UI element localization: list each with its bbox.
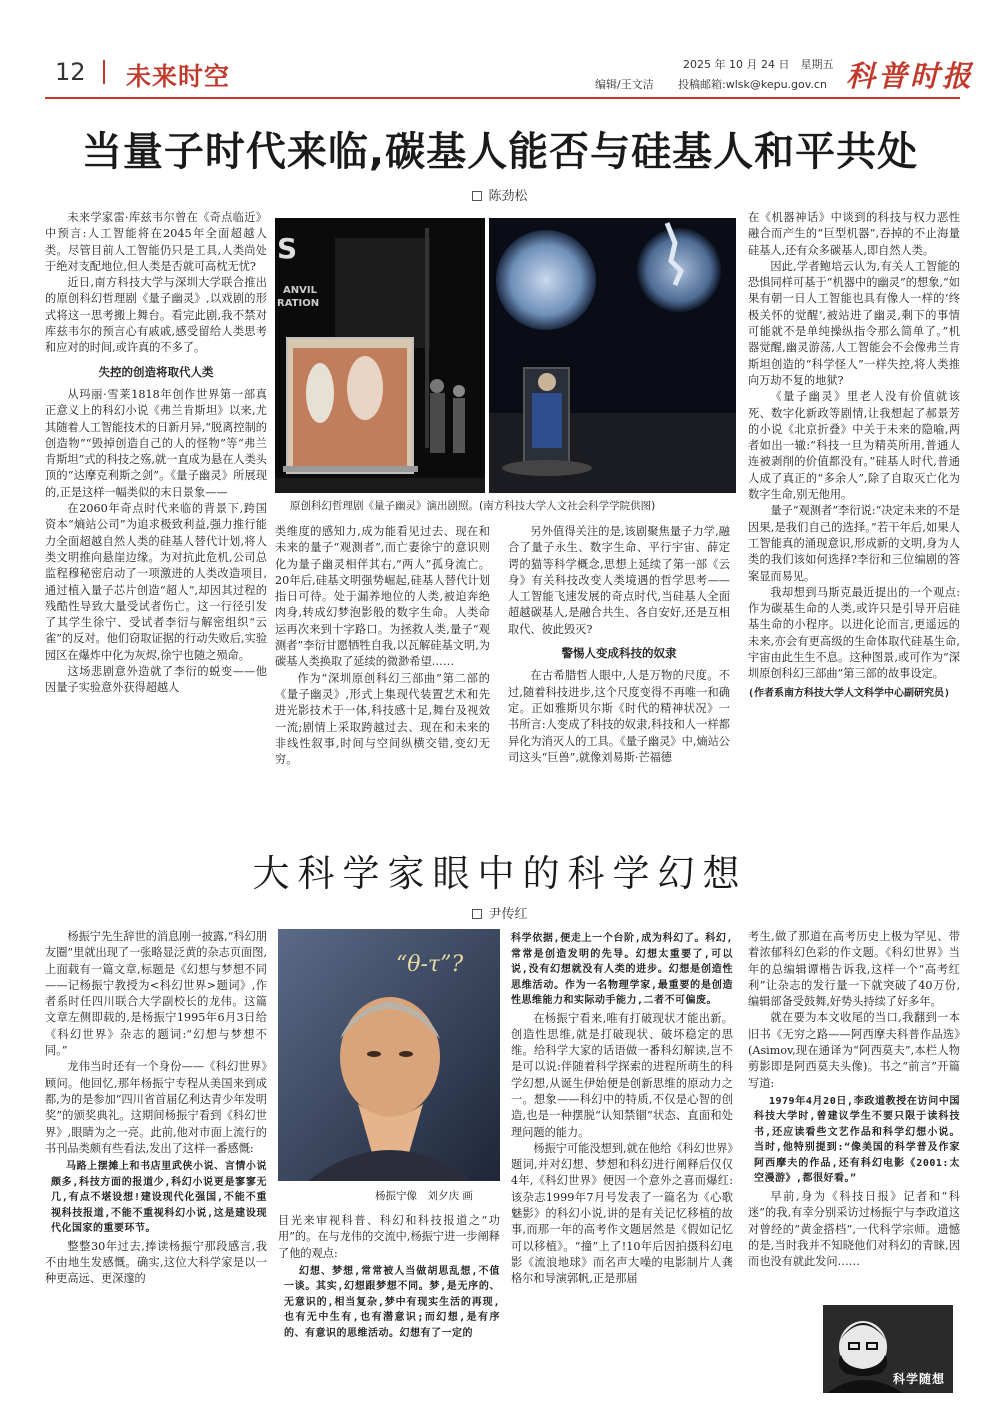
submission-email[interactable]: 投稿邮箱:wlsk@kepu.gov.cn: [678, 78, 827, 91]
article1-headline: 当量子时代来临,碳基人能否与硅基人和平共处: [81, 129, 919, 175]
stage-photo-left-image: [275, 218, 485, 493]
paragraph: 杨振宁可能没想到,就在他给《科幻世界》题词,并对幻想、梦想和科幻进行阐释后仅仅4年,《科幻世界》便因一个意外之喜而爆红:该杂志1999年7月号发表了一篇名为《心歌魅影》的科幻小说,讲的是有关记忆移植的故事,而那一年的高考作文题居然是《假如记忆可以移植》。“撞”上了!10年后因拍摄科幻电影《流浪地球》而名声大噪的电影制片人龚格尔和导演郭帆,正是那届: [511, 1141, 733, 1286]
article2-quote-3: 1979年4月20日,李政道教授在访问中国科技大学时,曾建议学生不要只限于读科技书,还应读看些文艺作品和科学幻想小说。当时,他特别提到:“像美国的科学普及作家阿西摩夫的作品,还有科幻电影《2001:太空漫游》,都很好看。”: [754, 1095, 960, 1185]
paragraph: 龙伟当时还有一个身份——《科幻世界》顾问。他回忆,那年杨振宁专程从美国来到成都,为的是参加“四川省首届亿利达青少年发明奖”的颁奖典礼。这期间杨振宁看到《科幻世界》,眼睛为之一亮。此前,他对市面上流行的书刊品类颇有些看法,发出了这样一番感慨:: [45, 1060, 267, 1155]
article2-photo-caption: 杨振宁像 刘夕庆 画: [375, 1190, 473, 1202]
article1-column-1: [45, 210, 267, 697]
article2-quote-2-cont: 科学依据,便走上一个台阶,成为科幻了。科幻,常常是创造发明的先导。幻想太重要了,可以说,没有幻想就没有人类的进步。幻想是创造性思维活动。作为一名物理学家,最重要的是创造性思维能力和实际动手能力,二者不可偏废。: [511, 933, 733, 1006]
paragraph: 近日,南方科技大学与深圳大学联合推出的原创科幻哲理剧《量子幽灵》,以戏剧的形式将这一思考搬上舞台。看完此剧,我不禁对库兹韦尔的预言心有戚戚,感受留给人类思考和应对的时间,或许真的不多了。: [45, 276, 267, 355]
column-logo: [823, 1305, 953, 1393]
paragraph: 《量子幽灵》里老人没有价值就该死、数字化新政等剧情,让我想起了郝景芳的小说《北京折叠》中关于未来的隐喻,两者如出一辙:“科技一旦为精英所用,普通人连被剥削的价值都没有。”硅基人时代,普通人成了真正的“多余人”,除了自取灭亡化为数字生命,别无他用。: [748, 390, 960, 502]
portrait-painting: [278, 929, 500, 1181]
paragraph: 在杨振宁看来,唯有打破现状才能出新。创造性思维,就是打破现状、破坏稳定的思维。给科学大家的话语做一番科幻解读,岂不是可以说:伴随着科学探索的进程所萌生的科学幻想,从诞生伊始便是创新思维的原动力之一。想象——科幻中的特质,不仅是心智的创造,也是一种摆脱“认知禁锢”状态、直面和处理问题的能力。: [511, 1011, 733, 1139]
article1-photo-caption: 原创科幻哲理剧《量子幽灵》演出剧照。(南方科技大学人文社会科学学院供图): [290, 500, 656, 512]
stage-photo-left: [275, 218, 485, 493]
paragraph: 在2060年奇点时代来临的背景下,跨国资本“熵站公司”为追求极致利益,强力推行能力全面超越自然人类的硅基人替代计划,将人类文明推向悬崖边缘。为对抗此危机,公司总监程穆秘密启动了一项激进的人类改造项目,通过植入量子芯片创造“超人”,却因其过程的残酷性导致大量受试者伤亡。这一行径引发了其学生徐宁、受试者李衍与解密组织“云雀”的反对。他们窃取证据的行动失败后,实验园区在爆炸中化为灰烬,徐宁也随之殒命。: [45, 502, 267, 662]
byline-box-icon: [472, 909, 482, 919]
paragraph: 早前,身为《科技日报》记者和“科迷”的我,有幸分别采访过杨振宁与李政道这对曾经的“黄金搭档”,一代科学宗师。遗憾的是,当时我并不知晓他们对科幻的青睐,因而也没有就此发问……: [748, 1189, 960, 1269]
page-header: [0, 0, 1000, 100]
article1-subhead-2: 警惕人变成科技的奴隶: [561, 646, 677, 661]
portrait-formula-text: “θ-τ”?: [396, 952, 464, 977]
article2-column-2: [278, 1213, 500, 1343]
section-title: 未来时空: [126, 62, 231, 91]
paragraph: 另外值得关注的是,该剧聚焦量子力学,融合了量子永生、数字生命、平行宇宙、薛定谔的猫等科学概念,思想上延续了第一部《云身》有关科技改变人类境遇的哲学思考——人工智能飞速发展的奇点时代,当硅基人全面超越碳基人,是融合共生、各自安好,还是互相取代、彼此毁灭?: [508, 525, 730, 636]
paragraph: 就在要为本文收尾的当口,我翻到一本旧书《无穷之路——阿西摩夫科普作品选》(Asimov,现在通译为“阿西莫夫”,本栏人物剪影即是阿西莫夫头像)。书之“前言”开篇写道:: [748, 1011, 960, 1090]
editor-credit: 编辑/王文洁: [595, 78, 654, 91]
article2-headline: 大科学家眼中的科学幻想: [252, 852, 748, 895]
article1-byline: [0, 185, 1000, 204]
photo1-logo-letter: S: [277, 232, 298, 265]
header-rule: [45, 97, 960, 99]
paragraph: 我却想到马斯克最近提出的一个观点:作为碳基生命的人类,或许只是引导开启硅基生命的小程序。以进化论而言,更遥远的未来,亦会有更高级的生命体取代硅基生命,宇宙由此生生不息。这种图景,或可作为“深圳原创科幻三部曲”第三部的故事设定。: [748, 585, 960, 681]
paragraph: 作为“深圳原创科幻三部曲”第二部的《量子幽灵》,形式上集现代装置艺术和先进光影技术于一体,科技感十足,舞台及视效一流;剧情上采取跨越过去、现在和未来的非线性叙事,时间与空间纵横交错,变幻无穷。: [275, 671, 490, 767]
article1-author-note: (作者系南方科技大学人文科学中心副研究员): [748, 687, 951, 699]
portrait-painting-image: [278, 929, 500, 1181]
paragraph: 这场悲剧意外造就了李衍的蜕变——他因量子实验意外获得超越人: [45, 665, 267, 695]
article2-author: 尹传红: [488, 907, 528, 922]
article2-column-3: [511, 929, 733, 1288]
paragraph: 考生,做了那道在高考历史上极为罕见、带着浓郁科幻色彩的作文题。《科幻世界》当年的总编辑谭楷告诉我,这样一个“高考红利”让杂志的发行量一下就突破了40万份,编辑部备受鼓舞,好势头持续了好多年。: [748, 930, 960, 1009]
article1-column-4: [748, 210, 960, 701]
paragraph: 整整30年过去,捧读杨振宁那段感言,我不由地生发感慨。确实,这位大科学家是以一种更高远、更深邃的: [45, 1239, 267, 1286]
issue-date: 2025 年 10 月 24 日 星期五: [683, 58, 834, 71]
stage-photo-right: [489, 218, 736, 493]
paragraph: 在古希腊哲人眼中,人是万物的尺度。不过,随着科技进步,这个尺度变得不再唯一和确定。正如雅斯贝尔斯《时代的精神状况》一书所言:人变成了科技的奴隶,科技和人一样都异化为消灭人的工具。《量子幽灵》中,熵站公司这头“巨兽”,就像刘易斯·芒福德: [508, 669, 730, 764]
article2-quote-2: 幻想、梦想,常常被人当做胡思乱想,不值一谈。其实,幻想跟梦想不同。梦,是无序的、无意识的,相当复杂,梦中有现实生活的再现,也有无中生有,也有潜意识;而幻想,是有序的、有意识的思维活动。幻想有了一定的: [284, 1265, 500, 1339]
article2-byline: [0, 903, 1000, 922]
newspaper-masthead: 科普时报: [846, 59, 975, 93]
paragraph: 目光来审视科普、科幻和科技报道之“功用”的。在与龙伟的交流中,杨振宁进一步阐释了他的观点:: [278, 1214, 500, 1260]
paragraph: 从玛丽·雪莱1818年创作世界第一部真正意义上的科幻小说《弗兰肯斯坦》以来,尤其随着人工智能技术的日新月异,“脱离控制的创造物”“毁掉创造自己的人的怪物”等“弗兰肯斯坦”式的科技之殇,就一直成为悬在人类头顶的“达摩克利斯之剑”。《量子幽灵》所展现的,正是这样一幅类似的末日景象——: [45, 387, 267, 499]
paragraph: 因此,学者鲍培云认为,有关人工智能的恐惧同样可基于“机器中的幽灵”的想象,“如果有朝一日人工智能也具有像人一样的‘终极关怀的觉醒’,被站进了幽灵,剩下的事情可能就不是单纯操纵指令那么简单了。”机器觉醒,幽灵游荡,人工智能会不会像弗兰肯斯坦创造的“科学怪人”一样失控,将人类推向万劫不复的地狱?: [748, 259, 960, 387]
article2-column-4: [748, 929, 960, 1270]
paragraph: 类维度的感知力,成为能看见过去、现在和未来的量子“观测者”,而亡妻徐宁的意识则化为量子幽灵相伴其右,“两人”孤身流亡。20年后,硅基文明强势崛起,硅基人替代计划指日可待。处于漏养地位的人类,被迫奔绝肉身,转成幻梦泡影般的数字生命。人类命运再次来到十字路口。为拯救人类,量子“观测者”李衍甘愿牺牲自我,以瓦解硅基文明,为碳基人类换取了延续的微渺希望……: [275, 525, 490, 669]
header-separator: [103, 60, 105, 84]
article1-author: 陈劲松: [488, 189, 528, 204]
stage-photo-right-image: [489, 218, 736, 493]
column-logo-label: 科学随想: [892, 1372, 945, 1386]
paragraph: 杨振宁先生辞世的消息刚一披露,“科幻朋友圈”里就出现了一张略显泛黄的杂志页面图,上面载有一篇文章,标题是《幻想与梦想不同——记杨振宁教授为<科幻世界>题词》,作者系时任四川联合大学副校长的龙伟。这篇文章左侧即载的,是杨振宁1995年6月3日给《科幻世界》杂志的题词:“幻想与梦想不同。”: [45, 930, 267, 1058]
article1-subhead-1: 失控的创造将取代人类: [98, 364, 214, 379]
article1-column-3: [508, 524, 730, 766]
paragraph: 未来学家雷·库兹韦尔曾在《奇点临近》中预言:人工智能将在2045年全面超越人类。尽管目前人工智能仍只是工具,人类尚处于绝对支配地位,但人类是否就可高枕无忧?: [45, 211, 267, 273]
photo1-logo-line1: ANVIL: [283, 285, 317, 296]
paragraph: 在《机器神话》中谈到的科技与权力恶性融合而产生的“巨型机器”,吞掉的不止海量硅基人,还有众多碳基人,即自然人类。: [748, 211, 960, 257]
article2-column-1: [45, 929, 267, 1288]
paragraph: 量子“观测者”李衍说:“决定未来的不是因果,是我们自己的选择。”若干年后,如果人工智能真的涌现意识,形成新的文明,身为人类的我们该如何选择?李衍和三位编剧的答案显而易见。: [748, 504, 960, 583]
page-number: 12: [55, 58, 86, 86]
byline-box-icon: [472, 191, 482, 201]
photo1-logo-line2: RATION: [277, 298, 320, 309]
article2-quote-1: 马路上摆摊上和书店里武侠小说、言情小说颇多,科技方面的报道少,科幻小说更是寥寥无几,有点不堪设想!建设现代化强国,不能不重视科技报道,不能不重视科幻小说,这是建设现代化国家的重要环节。: [51, 1161, 267, 1235]
article1-column-2: [275, 524, 490, 768]
